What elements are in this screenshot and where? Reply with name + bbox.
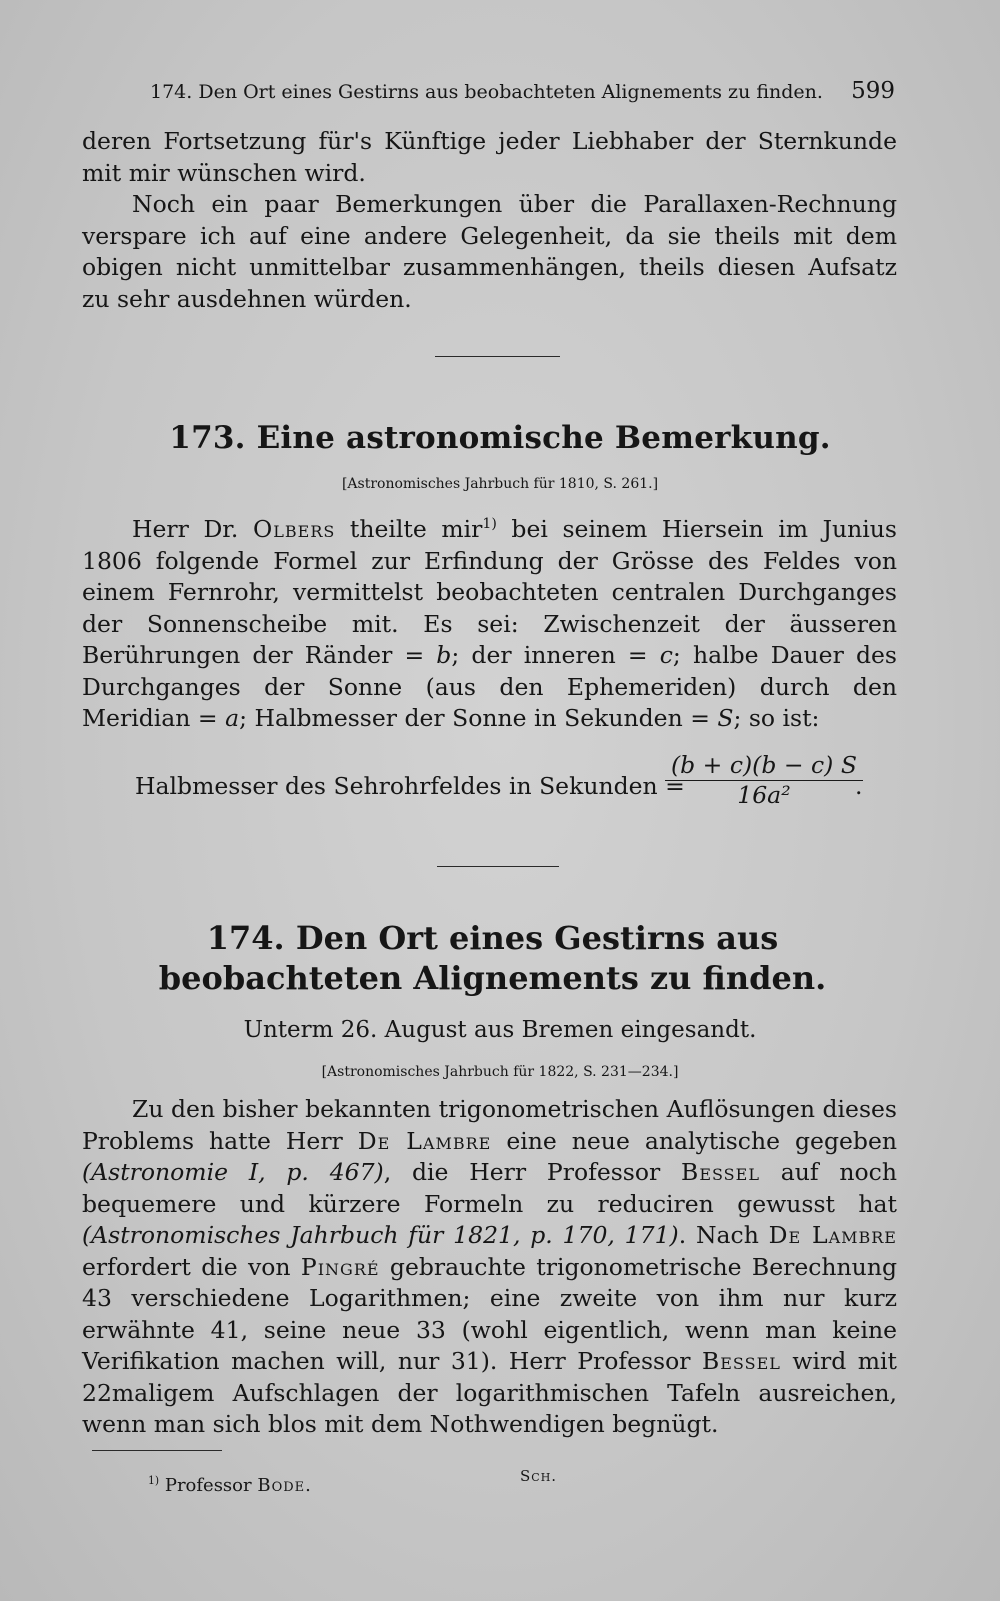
running-title: 174. Den Ort eines Gestirns aus beobachteten Alignements zu finden. — [150, 81, 823, 103]
formula-denominator: 16a² — [737, 781, 791, 809]
variable: c — [659, 641, 673, 669]
section-174-subtitle: Unterm 26. August aus Bremen eingesandt. — [243, 1017, 757, 1043]
text-span: . Nach — [678, 1221, 769, 1249]
signature: Sch. — [520, 1467, 558, 1485]
text-span: wird mit 22maligem Aufschlagen der logarithmischen Tafeln ausreichen, wenn man sich blos mit dem Nothwendigen begnügt. — [82, 1347, 898, 1438]
citation: (Astronomie I, p. 467) — [82, 1158, 384, 1186]
footnote-mark: 1) — [482, 516, 497, 533]
text-span: ; der inneren = — [451, 641, 660, 669]
text-span: gebrauchte trigonometrische Berechnung 43 verschiedene Logarithmen; eine zweite von ihm nur kurz erwähnte 41, seine neue 33 (wohl eigentlich, wenn man keine Verifikation machen will, nur 31). Herr Professor — [82, 1252, 897, 1375]
intro-line: deren Fortsetzung für's Künftige jeder Liebhaber der Sternkunde mit mir wünschen wird. — [82, 127, 897, 187]
olbers-paragraph — [82, 514, 897, 735]
person-name: Bode. — [257, 1475, 312, 1496]
footnote — [148, 1475, 312, 1496]
section-174-source: [Astronomisches Jahrbuch für 1822, S. 231—234.] — [321, 1064, 679, 1080]
section-174-paragraph — [82, 1094, 897, 1441]
variable: S — [717, 704, 734, 732]
section-173-title: 173. Eine astronomische Bemerkung. — [169, 420, 831, 456]
section-divider — [437, 866, 559, 867]
variable: a — [225, 704, 240, 732]
footnote-mark: 1) — [148, 1474, 160, 1487]
footnote-rule — [92, 1450, 222, 1451]
intro-text — [82, 126, 897, 315]
citation: (Astronomisches Jahrbuch für 1821, p. 170, 171) — [82, 1221, 679, 1249]
person-name: Olbers — [252, 515, 336, 543]
text-span: bei seinem Hiersein im Junius 1806 folgende Formel zur Erfindung der Grösse des Feldes von einem Fernrohr, vermittelst beobachteten centralen Durchganges der Sonnenscheibe mit. Es sei: Zwischenzeit der äusseren Berührungen der Ränder = — [82, 515, 897, 669]
person-name: Pingré — [300, 1252, 380, 1281]
person-name: De Lambre — [357, 1126, 492, 1155]
formula-lhs: Halbmesser des Sehrohrfeldes in Sekunden = — [135, 772, 685, 800]
person-name: Bessel — [681, 1158, 760, 1186]
text-span: ; so ist: — [733, 704, 820, 732]
formula — [135, 750, 895, 810]
text-span: ; halbe Dauer des Durchganges der Sonne (aus den Ephemeriden) durch den Meridian = — [82, 641, 897, 732]
footnote-text: Professor — [164, 1475, 252, 1496]
text-span: eine neue analytische gegeben — [491, 1126, 897, 1155]
variable: b — [436, 641, 452, 669]
page-number: 599 — [851, 78, 895, 104]
intro-paragraph: Noch ein paar Bemerkungen über die Parallaxen-Rechnung verspare ich auf eine andere Gelegenheit, da sie theils mit dem obigen nicht unmittelbar zusammenhängen, theils diesen Aufsatz zu sehr ausdehnen würden. — [82, 190, 897, 313]
text-span: theilte mir — [335, 515, 483, 543]
person-name: Bessel — [701, 1347, 781, 1375]
text-span: ; Halbmesser der Sonne in Sekunden = — [239, 704, 718, 732]
section-divider — [435, 356, 560, 357]
formula-numerator: (b + c)(b − c) S — [665, 750, 863, 781]
text-span: , die Herr Professor — [383, 1158, 682, 1186]
trig-paragraph — [82, 1094, 897, 1441]
text-span: Zu den bisher bekannten trigonometrischen Auflösungen dieses Problems hatte Herr — [82, 1095, 897, 1155]
section-173-source: [Astronomisches Jahrbuch für 1810, S. 261.] — [341, 476, 659, 492]
text-span: erfordert die von — [82, 1252, 301, 1281]
person-name: De Lambre — [768, 1221, 897, 1249]
text-span: auf noch bequemere und kürzere Formeln zu reduciren gewusst hat — [82, 1158, 897, 1218]
formula-fraction — [665, 750, 863, 809]
section-173-paragraph — [82, 514, 897, 735]
text-span: Herr Dr. — [132, 515, 239, 543]
formula-period: . — [855, 772, 863, 800]
running-header — [150, 78, 895, 104]
section-174-title: 174. Den Ort eines Gestirns aus beobachteten Alignements zu finden. — [158, 919, 827, 997]
